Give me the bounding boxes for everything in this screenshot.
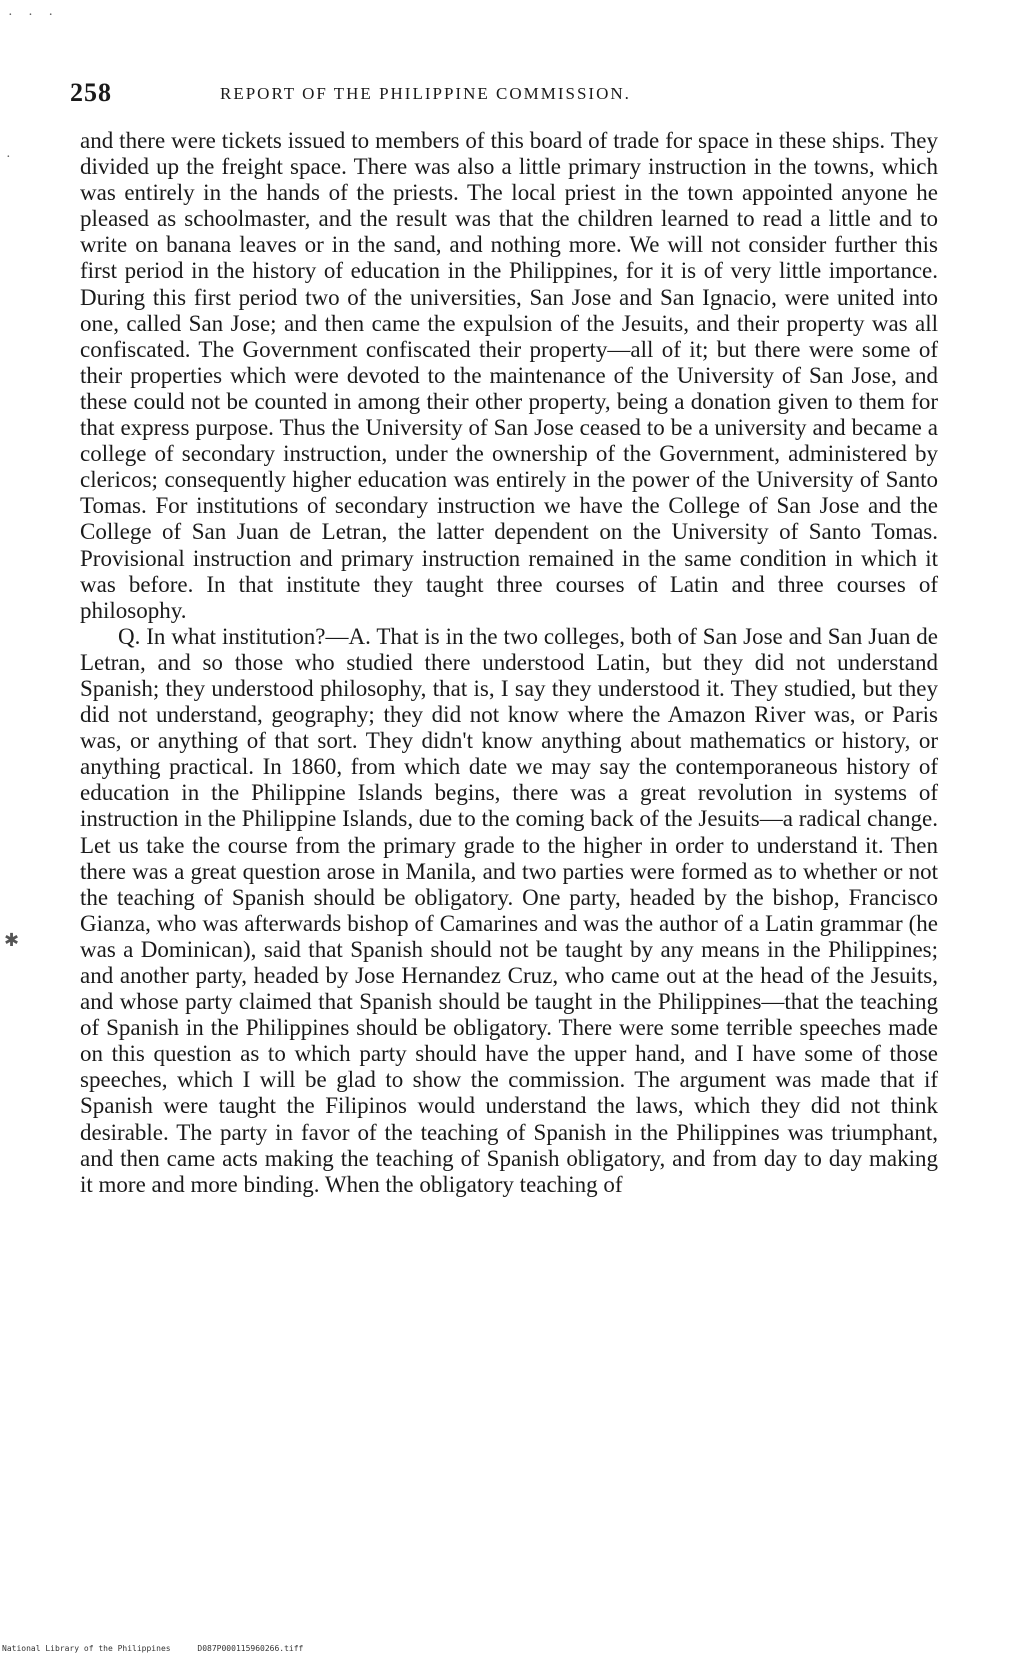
page-header — [70, 78, 950, 108]
page-number: 258 — [70, 78, 112, 107]
scan-margin-dot: · — [6, 150, 11, 165]
body-text — [80, 128, 938, 1198]
paragraph-question-answer: Q. In what institution?—A. That is in the two colleges, both of San Jose and San Juan de Letran, and so those who studied there understood Latin, but they did not understand Spanish; they understood philosophy, that is, I say they understood it. They studied, but they did not understand, geography; they did not know where the Amazon River was, or Paris was, or anything of that sort. They didn't know anything about mathematics or history, or anything practical. In 1860, from which date we may say the contemporaneous history of education in the Philippine Islands begins, there was a great revolution in systems of instruction in the Philippine Islands, due to the coming back of the Jesuits—a radical change. Let us take the course from the primary grade to the higher in order to understand it. Then there was a great question arose in Manila, and two parties were formed as to whether or not the teaching of Spanish should be obligatory. One party, headed by the bishop, Francisco Gianza, who was afterwards bishop of Camarines and was the author of a Latin grammar (he was a Dominican), said that Spanish should not be taught by any means in the Philippines; and another party, headed by Jose Hernandez Cruz, who came out at the head of the Jesuits, and whose party claimed that Spanish should be taught in the Philippines—that the teaching of Spanish in the Philippines should be obligatory. There were some terrible speeches made on this question as to which party should have the upper hand, and I have some of those speeches, which I will be glad to show the commission. The argument was made that if Spanish were taught the Filipinos would understand the laws, which they did not think desirable. The party in favor of the teaching of Spanish in the Philippines was triumphant, and then came acts making the teaching of Spanish obligatory, and from day to day making it more and more binding. When the obligatory teaching of — [80, 623, 938, 1197]
running-head: REPORT OF THE PHILIPPINE COMMISSION. — [220, 84, 631, 103]
paragraph-continued: and there were tickets issued to members of this board of trade for space in these ships. They divided up the freight space. There was also a little primary instruction in the towns, which was entirely in the hands of the priests. The local priest in the town appointed anyone he pleased as schoolmaster, and the result was that the children learned to read a little and to write on banana leaves or in the sand, and nothing more. We will not consider further this first period in the history of education in the Philippines, for it is of very little importance. During this first period two of the universities, San Jose and San Ignacio, were united into one, called San Jose; and then came the expulsion of the Jesuits, and their property was all confiscated. The Government confiscated their property—all of it; but there were some of their properties which were devoted to the maintenance of the University of San Jose, and these could not be counted in among their other property, being a donation given to them for that express purpose. Thus the University of San Jose ceased to be a university and became a college of secondary instruction, under the ownership of the Government, administered by clericos; consequently higher education was entirely in the power of the University of Santo Tomas. For institutions of secondary instruction we have the College of San Jose and the College of San Juan de Letran, the latter dependent on the University of Santo Tomas. Provisional instruction and primary instruction remained in the same condition in which it was before. In that institute they taught three courses of Latin and three courses of philosophy. — [80, 128, 938, 623]
scan-file-name: D087P000115960266.tiff — [197, 1644, 304, 1653]
scan-margin-mark: ✱ — [4, 930, 20, 950]
scan-footer — [2, 1644, 303, 1653]
library-credit: National Library of the Philippines — [2, 1644, 171, 1653]
scan-speckle-mark: · · · — [8, 8, 59, 23]
